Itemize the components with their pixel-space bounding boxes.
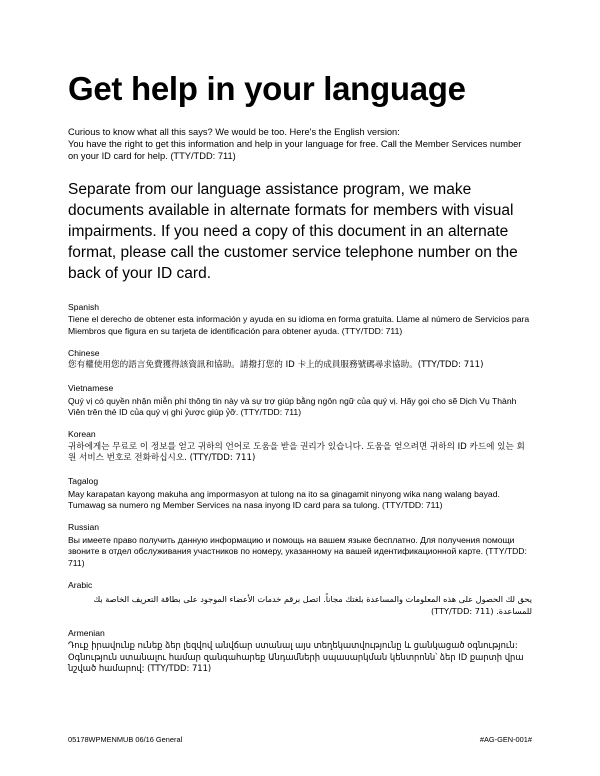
intro-line-2: You have the right to get this information and help in your language for free. Call the Member Services number on your ID card for help. (TTY/TDD: 711): [68, 139, 522, 162]
language-block-russian: [68, 522, 532, 569]
intro-line-1: Curious to know what all this says? We would be too. Here's the English version:: [68, 127, 400, 137]
language-name: Chinese: [68, 347, 100, 358]
language-text: Դուք իրավունք ունեք ձեր լեզվով անվճար ստանալ այս տեղեկատվությունը և ցանկացած օգնություն: Օգնություն ստանալու համար զանգահարեք Անդամների սպասարկման կենտրոնն՝ ձեր ID քարտի վրա նշված համարով: (TTY/TDD: 711): [68, 640, 524, 674]
language-text: 您有權使用您的語言免費獲得該資訊和協助。請撥打您的 ID 卡上的成員服務號碼尋求協助。(TTY/TDD: 711): [68, 360, 484, 371]
footer-form-id: #AG-GEN-001#: [479, 735, 532, 744]
language-text: Quý vị có quyền nhận miễn phí thông tin này và sự trợ giúp bằng ngôn ngữ của quý vị. Hãy gọi cho sẽ Dịch Vụ Thành Viên trên thẻ ID của quý vị ghi ỷược giúp ỷỡ. (TTY/TDD: 711): [68, 395, 517, 417]
language-block-armenian: [68, 628, 532, 675]
document-content: [68, 70, 532, 686]
language-name: Russian: [68, 522, 100, 533]
language-block-korean: [68, 429, 532, 465]
language-text: 귀하에게는 무료로 이 정보를 얻고 귀하의 언어로 도움을 받을 권리가 있습니다. 도움을 얻으려면 귀하의 ID 카드에 있는 회원 서비스 번호로 전화하십시오. (TTY/TDD: 711): [68, 441, 525, 464]
footer-document-code: 05178WPMENMUB 06/16 General: [68, 735, 183, 744]
page-title: Get help in your language: [68, 70, 466, 107]
language-text: Вы имеете право получить данную информацию и помощь на вашем языке бесплатно. Для получения помощи звоните в отдел обслуживания участников по номеру, указанному на вашей идентификационной карте. (TTY/TDD: 711): [68, 534, 527, 568]
language-name: Spanish: [68, 301, 100, 312]
language-block-arabic: [68, 580, 532, 617]
language-block-spanish: [68, 302, 532, 337]
language-block-tagalog: [68, 476, 532, 511]
alternate-format-notice: Separate from our language assistance program, we make documents available in alternate formats for members with visual impairments. If you need a copy of this document in an alternate format, please call the customer service telephone number on the back of your ID card.: [68, 180, 518, 282]
language-name: Tagalog: [68, 476, 99, 487]
language-name: Armenian: [68, 627, 105, 638]
language-block-chinese: [68, 348, 532, 372]
intro-paragraph: [68, 126, 532, 163]
language-name: Korean: [68, 429, 96, 440]
language-block-vietnamese: [68, 383, 532, 418]
page-footer: [68, 735, 532, 745]
language-text: يحق لك الحصول على هذه المعلومات والمساعدة بلغتك مجاناً. اتصل برقم خدمات الأعضاء الموجود على بطاقة التعريف الخاصة بك للمساعدة. (TTY/TDD: 711): [93, 593, 532, 616]
language-name: Arabic: [68, 580, 93, 591]
language-name: Vietnamese: [68, 383, 114, 394]
language-text: Tiene el derecho de obtener esta información y ayuda en su idioma en forma gratuita. Llame al número de Servicios para Miembros que figura en su tarjeta de identificación para obtener ayuda. (TTY/TDD: 711): [68, 314, 530, 336]
language-text: May karapatan kayong makuha ang impormasyon at tulong na ito sa ginagamit ninyong wika nang walang bayad. Tumawag sa numero ng Member Services na nasa inyong ID card para sa tulong. (TTY/TDD: 711): [68, 488, 500, 510]
